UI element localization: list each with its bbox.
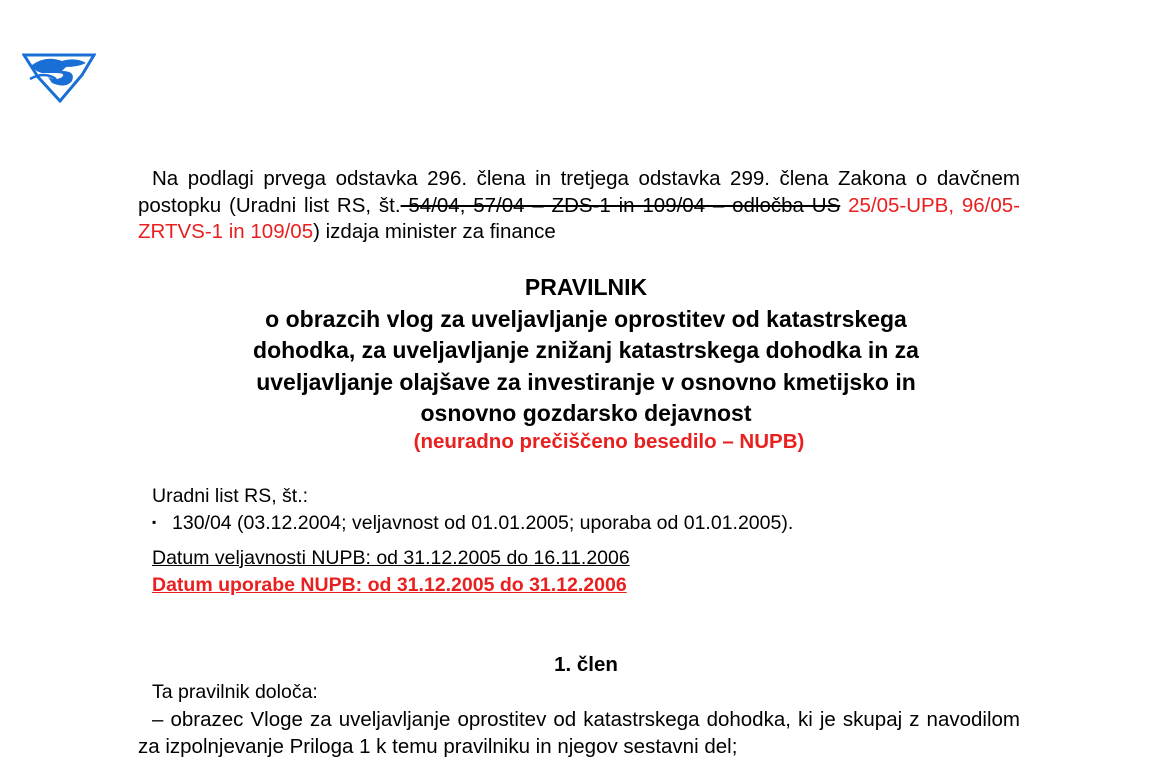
intro-red-text: 25/05-UPB, 96/05-ZRTVS-1 in 109/05 [138, 193, 1020, 243]
publication-label: Uradni list RS, št.: [152, 485, 309, 507]
bullet-icon: ▪ [152, 515, 157, 529]
publication-item-text: 130/04 (03.12.2004; veljavnost od 01.01.2005; uporaba od 01.01.2005). [172, 512, 794, 534]
intro-end-text: ) izdaja minister za finance [313, 220, 556, 243]
intro-paragraph [138, 166, 1020, 246]
sd-shield-logo-icon [22, 49, 96, 103]
article-1-item-1: – obrazec Vloge za uveljavljanje oprostitev od katastrskega dohodka, ki je skupaj z navodilom za izpolnjevanje Priloga 1 k temu pravilniku in njegov sestavni del; [138, 708, 1020, 758]
title-line-1: o obrazcih vlog za uveljavljanje oprostitev od katastrskega [265, 305, 907, 332]
document-title [138, 272, 1034, 430]
title-line-3: uveljavljanje olajšave za investiranje v osnovno kmetijsko in [256, 368, 916, 395]
title-line-2: dohodka, za uveljavljanje znižanj katastrskega dohodka in za [253, 337, 919, 363]
intro-struck-text: 54/04, 57/04 – ZDS-1 in 109/04 – odločba US [400, 193, 841, 217]
usage-date: Datum uporabe NUPB: od 31.12.2005 do 31.12.2006 [152, 574, 627, 596]
publication-item [152, 512, 793, 535]
intro-text: Na podlagi prvega odstavka 296. člena in tretjega odstavka 299. člena Zakona o davčnem postopku (Uradni list RS, št. [138, 167, 1020, 217]
title-heading: PRAVILNIK [524, 274, 648, 300]
title-subtitle: (neuradno prečiščeno besedilo – NUPB) [413, 430, 805, 453]
title-line-4: osnovno gozdarsko dejavnost [420, 400, 752, 426]
validity-date: Datum veljavnosti NUPB: od 31.12.2005 do 16.11.2006 [152, 547, 630, 569]
article-1-heading: 1. člen [554, 653, 618, 676]
article-1-intro: Ta pravilnik določa: [152, 681, 318, 703]
